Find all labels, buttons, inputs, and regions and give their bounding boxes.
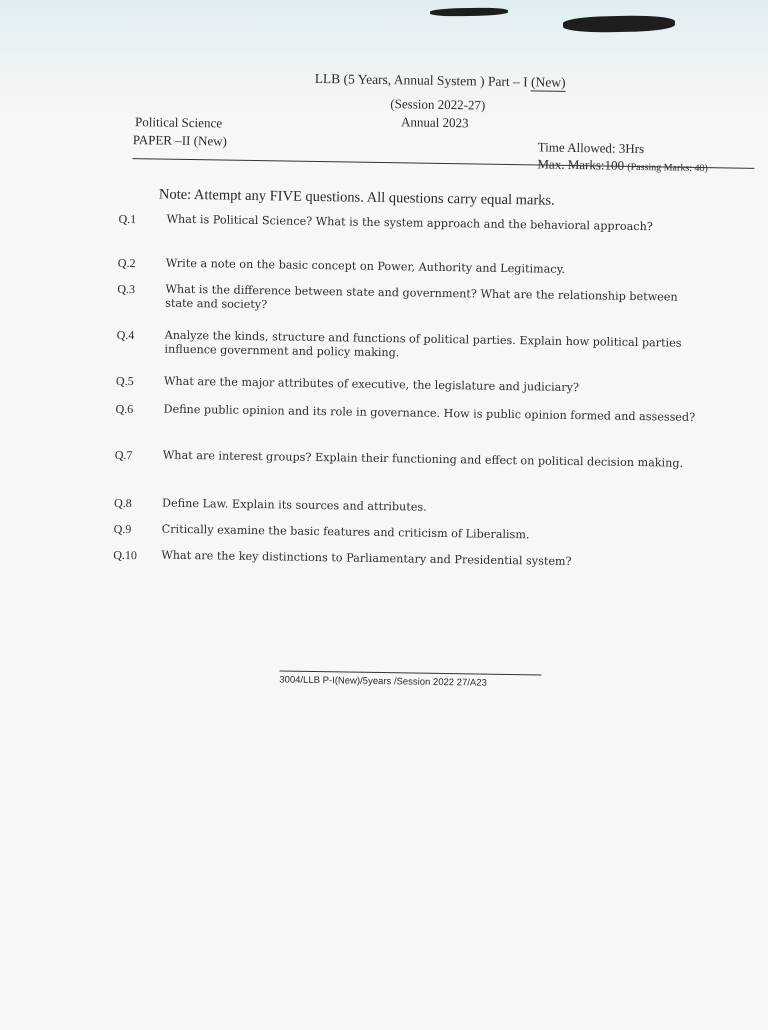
- question-number: Q.1: [118, 211, 137, 227]
- question-9: [114, 522, 694, 545]
- question-text: Define public opinion and its role in governance. How is public opinion formed and assessed?: [163, 402, 696, 424]
- instructions-note: Note: Attempt any FIVE questions. All questions carry equal marks.: [158, 186, 555, 209]
- question-number: Q.6: [115, 401, 134, 417]
- time-allowed: Time Allowed: 3Hrs: [537, 139, 645, 157]
- question-number: Q.3: [117, 281, 136, 297]
- question-number: Q.4: [116, 327, 135, 343]
- question-4: [116, 328, 696, 365]
- annual-label: Annual 2023: [400, 114, 469, 131]
- question-text: Define Law. Explain its sources and attributes.: [161, 496, 427, 514]
- paper-code-footer: 3004/LLB P-I(New)/5years /Session 2022 27/A23: [279, 674, 487, 689]
- question-text: What are the key distinctions to Parliamentary and Presidential system?: [161, 548, 572, 569]
- question-text: What is the difference between state and government? What are the relationship between state and society?: [165, 282, 678, 312]
- question-text: What are the major attributes of executive, the legislature and judiciary?: [163, 374, 580, 395]
- paper-label: PAPER –II (New): [132, 132, 228, 149]
- question-7: [115, 448, 695, 471]
- question-number: Q.5: [115, 373, 134, 389]
- max-marks-value: Max. Marks:100: [537, 156, 625, 173]
- question-5: [116, 374, 696, 397]
- question-text: Write a note on the basic concept on Power, Authority and Legitimacy.: [165, 256, 566, 276]
- exam-title-new: (New): [530, 74, 566, 90]
- subject-label: Political Science: [134, 114, 223, 131]
- question-text: Critically examine the basic features and criticism of Liberalism.: [161, 522, 530, 542]
- question-number: Q.10: [113, 547, 138, 563]
- question-number: Q.8: [113, 495, 132, 511]
- question-6: [115, 402, 695, 425]
- question-1: [118, 212, 698, 235]
- passing-marks: (Passing Marks: 40): [627, 161, 708, 175]
- question-number: Q.2: [117, 255, 136, 271]
- question-text: What are interest groups? Explain their functioning and effect on political decision making.: [162, 448, 684, 470]
- question-number: Q.9: [113, 521, 132, 537]
- question-text: Analyze the kinds, structure and functions of political parties. Explain how political parties influence government and policy making.: [164, 328, 682, 360]
- question-2: [118, 256, 698, 279]
- session-label: (Session 2022-27): [390, 96, 486, 113]
- question-10: [113, 548, 693, 571]
- question-number: Q.7: [114, 447, 133, 463]
- question-3: [117, 282, 697, 319]
- question-8: [114, 496, 694, 519]
- exam-title-prefix: LLB (5 Years, Annual System ) Part – I: [314, 70, 532, 90]
- exam-title: [315, 71, 566, 91]
- question-text: What is Political Science? What is the system approach and the behavioral approach?: [166, 212, 653, 234]
